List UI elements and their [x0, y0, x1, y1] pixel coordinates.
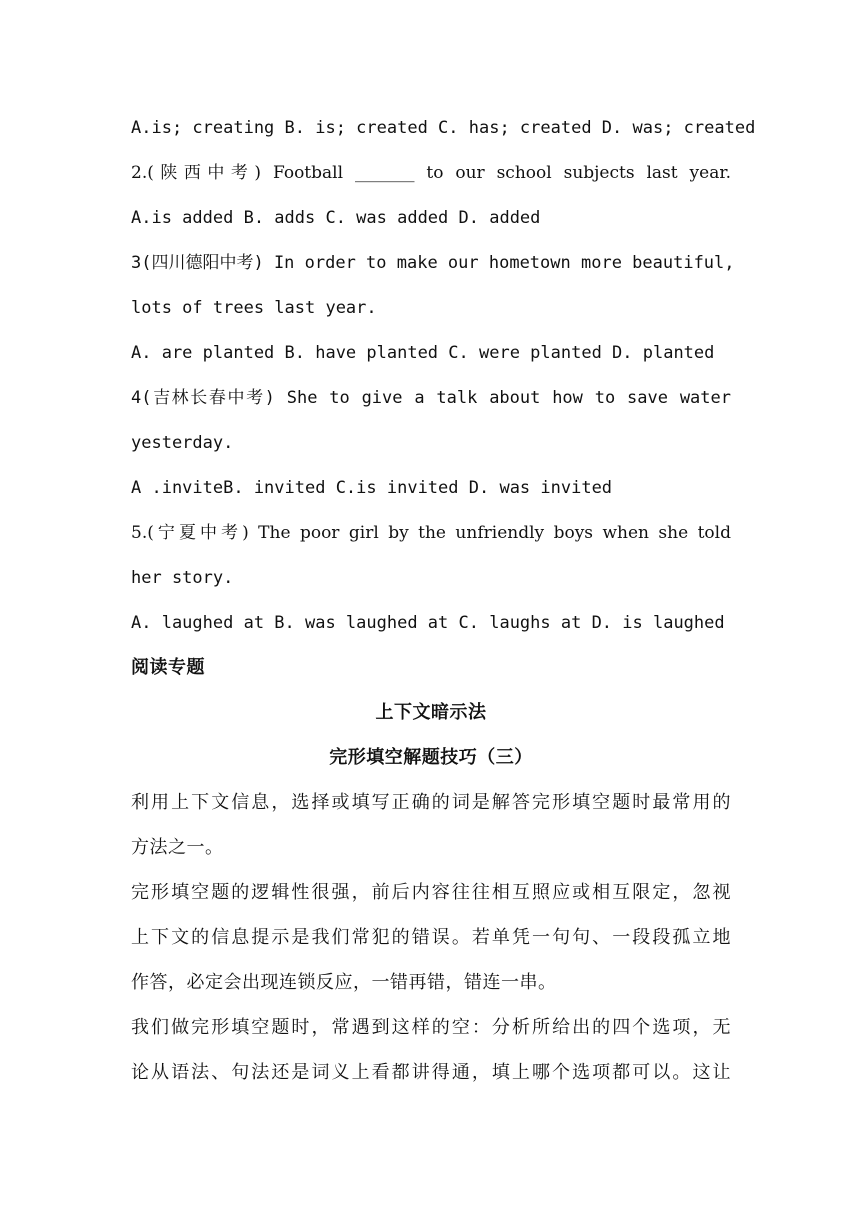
q4-options: A .inviteB. invited C.is invited D. was invited	[131, 478, 613, 498]
paragraph1-line2: 方法之一。	[131, 837, 224, 858]
q3-stem-line2: lots of trees last year.	[131, 298, 377, 318]
q3-stem-line1: 3(四川德阳中考) In order to make our hometown more beautiful,	[131, 253, 735, 273]
q2-options: A.is added B. adds C. was added D. added	[131, 208, 541, 228]
q1-options: A.is; creating B. is; created C. has; created D. was; created	[131, 118, 756, 138]
section-title: 阅读专题	[131, 657, 205, 678]
paragraph2-line3: 作答，必定会出现连锁反应，一错再错，错连一串。	[131, 972, 557, 993]
paragraph3-line1: 我们做完形填空题时，常遇到这样的空：分析所给出的四个选项，无	[131, 1017, 731, 1038]
q4-stem-line1: 4(吉林长春中考) She to give a talk about how to save water	[131, 388, 731, 408]
heading-method: 上下文暗示法	[375, 702, 487, 723]
q5-options: A. laughed at B. was laughed at C. laughs at D. is laughed	[131, 613, 725, 633]
paragraph2-line2: 上下文的信息提示是我们常犯的错误。若单凭一句句、一段段孤立地	[131, 927, 731, 948]
q3-options: A. are planted B. have planted C. were planted D. planted	[131, 343, 715, 363]
q5-stem-line2: her story.	[131, 568, 234, 588]
q2-stem: 2.(陕西中考) Football _______ to our school subjects last year.	[131, 163, 731, 183]
q4-stem-line2: yesterday.	[131, 433, 234, 453]
paragraph3-line2: 论从语法、句法还是词义上看都讲得通，填上哪个选项都可以。这让	[131, 1062, 731, 1083]
paragraph1-line1: 利用上下文信息，选择或填写正确的词是解答完形填空题时最常用的	[131, 792, 731, 813]
paragraph2-line1: 完形填空题的逻辑性很强，前后内容往往相互照应或相互限定，忽视	[131, 882, 731, 903]
q5-stem-line1: 5.(宁夏中考) The poor girl by the unfriendly boys when she told	[131, 523, 731, 543]
heading-cloze-tips: 完形填空解题技巧（三）	[329, 747, 533, 768]
